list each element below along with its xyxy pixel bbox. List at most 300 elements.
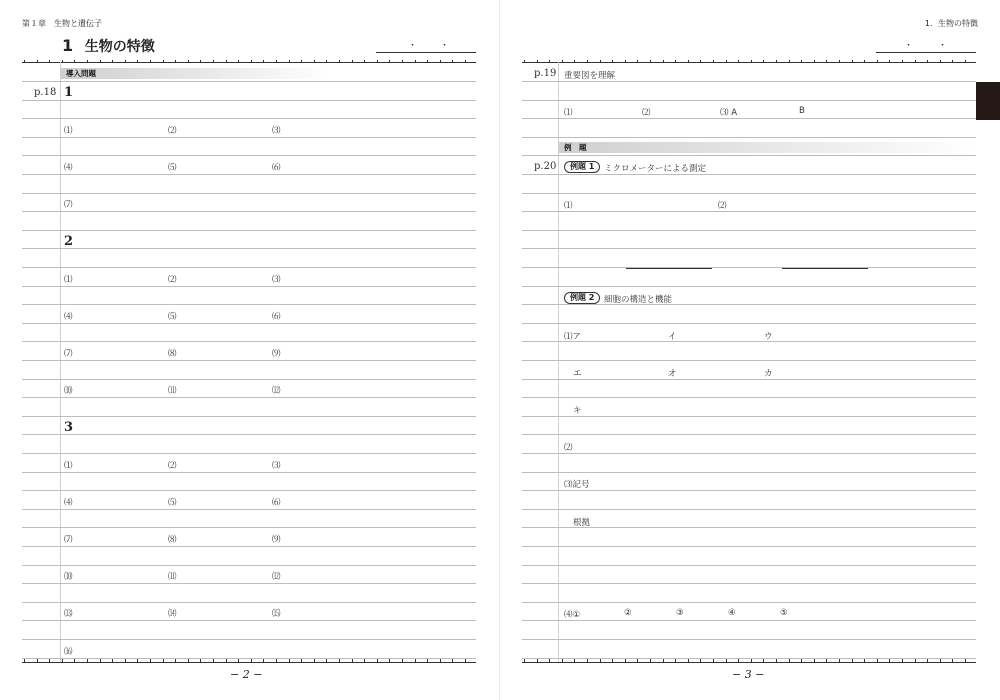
answer-item[interactable]: ⑵ (168, 461, 177, 471)
page-number: − 2 − (230, 668, 263, 681)
ruled-line (522, 397, 976, 398)
ruler-tick (377, 659, 378, 662)
ruler-tick (339, 60, 340, 63)
ruled-line (22, 620, 476, 621)
margin-line (60, 62, 61, 662)
ruler-tick (814, 659, 815, 662)
answer-item[interactable]: ⑴ (64, 275, 73, 285)
ruler-tick (263, 659, 264, 662)
ruler-tick (877, 60, 878, 63)
ruled-line (522, 472, 976, 473)
ruler-tick (276, 60, 277, 63)
ruled-line (522, 620, 976, 621)
answer-item[interactable]: ⑵ (718, 201, 727, 211)
ruled-line (22, 286, 476, 287)
ruler-tick (713, 60, 714, 63)
ruler-tick (524, 659, 525, 662)
top-rule (22, 62, 476, 63)
ruled-line (22, 211, 476, 212)
answer-item[interactable]: ② (624, 608, 632, 618)
ruled-line (522, 230, 976, 231)
ruler-tick (314, 60, 315, 63)
ruler-tick (415, 659, 416, 662)
ruler-tick (87, 60, 88, 63)
ruler-tick (452, 659, 453, 662)
ruler-tick (574, 659, 575, 662)
answer-item[interactable]: 根拠 (573, 518, 591, 528)
ruler-tick (188, 659, 189, 662)
ruler-tick (965, 659, 966, 662)
answer-item[interactable]: ⒁ (168, 609, 177, 619)
answer-item[interactable]: ⒀ (64, 609, 73, 619)
ruler-tick (915, 60, 916, 63)
ruled-line (22, 490, 476, 491)
ruler-tick (625, 659, 626, 662)
answer-item[interactable]: ⑿ (272, 572, 281, 582)
ruler-tick (726, 60, 727, 63)
ruled-line (22, 453, 476, 454)
answer-item[interactable]: ⒂ (272, 609, 281, 619)
page-ref: p.19 (534, 68, 557, 79)
ruler-tick (877, 659, 878, 662)
answer-item[interactable]: ⑿ (272, 386, 281, 396)
ruler-tick (377, 60, 378, 63)
name-field-dot: ・ (904, 41, 914, 51)
answer-item[interactable]: ⑾ (168, 572, 177, 582)
ruler-tick (150, 60, 151, 63)
ruler-tick (112, 659, 113, 662)
ruled-line (522, 639, 976, 640)
ruler-tick (276, 659, 277, 662)
ruler-tick (24, 60, 25, 63)
ruled-line (22, 193, 476, 194)
ruler-tick (663, 60, 664, 63)
ruler-tick (562, 659, 563, 662)
section-number: 1 (62, 36, 74, 55)
ruled-line (522, 174, 976, 175)
ruler-tick (465, 60, 466, 63)
bottom-rule (522, 662, 976, 663)
answer-item[interactable]: ⑵ (168, 275, 177, 285)
ruled-line (522, 658, 976, 659)
answer-item[interactable]: ⑶ (272, 275, 281, 285)
ruler-tick (612, 60, 613, 63)
answer-item[interactable]: ⑺ (64, 349, 73, 359)
section-header: 1．生物の特徴 (924, 19, 978, 28)
diagram-item[interactable]: ⑶ A (720, 108, 738, 118)
ruled-line (522, 155, 976, 156)
ruler-tick (251, 659, 252, 662)
ruler-tick (251, 60, 252, 63)
ruler-tick (37, 659, 38, 662)
name-field-dot: ・ (440, 41, 450, 51)
ruler-tick (927, 60, 928, 63)
ruler-tick (289, 60, 290, 63)
ruler-tick (600, 60, 601, 63)
answer-item[interactable]: ⑴ア (564, 332, 582, 342)
example2-label: 例題 2 (564, 292, 600, 304)
ruler-tick (952, 60, 953, 63)
ruled-line (22, 304, 476, 305)
answer-item[interactable]: エ (573, 369, 582, 379)
ruled-line (22, 434, 476, 435)
ruler-tick (37, 60, 38, 63)
ruler-tick (789, 60, 790, 63)
answer-item[interactable]: ⑷ (64, 498, 73, 508)
answer-item[interactable]: ⑸ (168, 163, 177, 173)
name-field-line[interactable] (376, 52, 476, 53)
section-title: 生物の特徴 (84, 39, 155, 55)
answer-item[interactable]: キ (573, 406, 582, 416)
name-field-dot: ・ (938, 41, 948, 51)
ruled-line (22, 100, 476, 101)
answer-item[interactable]: ⑶ (272, 461, 281, 471)
ruler-tick (301, 659, 302, 662)
ruled-line (22, 639, 476, 640)
ruler-tick (100, 659, 101, 662)
ruler-tick (440, 60, 441, 63)
ruler-tick (713, 659, 714, 662)
ruled-line (522, 137, 976, 138)
answer-item[interactable]: ⑺ (64, 200, 73, 210)
ruled-line (522, 434, 976, 435)
ruler-tick (776, 659, 777, 662)
ruler-tick (125, 60, 126, 63)
understand-label: 重要図を理解 (564, 71, 616, 81)
ruler-tick (600, 659, 601, 662)
ruler-tick (352, 60, 353, 63)
ruler-tick (562, 60, 563, 63)
ruler-tick (751, 659, 752, 662)
ruler-tick (74, 659, 75, 662)
ruler-tick (238, 60, 239, 63)
intro-band (60, 68, 330, 79)
page-number: − 3 − (732, 668, 765, 681)
ruled-line (522, 267, 976, 268)
ruler-tick (902, 60, 903, 63)
ruled-line (522, 341, 976, 342)
ruler-tick (465, 659, 466, 662)
ruler-tick (62, 659, 63, 662)
ruler-tick (163, 60, 164, 63)
ruler-tick (751, 60, 752, 63)
ruler-tick (587, 60, 588, 63)
ruler-tick (965, 60, 966, 63)
ruled-line (22, 360, 476, 361)
ruled-line (22, 472, 476, 473)
answer-item[interactable]: ⑴ (64, 461, 73, 471)
ruler-tick (62, 60, 63, 63)
ruler-tick (175, 60, 176, 63)
ruler-tick (326, 60, 327, 63)
problem-number: 1 (64, 85, 74, 100)
answer-item[interactable]: イ (668, 332, 677, 342)
answer-underline[interactable] (626, 268, 712, 269)
ruler-tick (213, 60, 214, 63)
ruler-tick (650, 60, 651, 63)
ruled-line (22, 397, 476, 398)
ruled-line (22, 118, 476, 119)
ruler-tick (125, 659, 126, 662)
page-ref: p.18 (34, 87, 57, 98)
ruler-tick (263, 60, 264, 63)
answer-item[interactable]: ⑾ (168, 386, 177, 396)
ruler-tick (326, 659, 327, 662)
chapter-header: 第１章 生物と遺伝子 (22, 19, 102, 28)
ruled-line (522, 81, 976, 82)
example1-label: 例題 1 (564, 161, 600, 173)
answer-item[interactable]: ⒃ (64, 647, 73, 657)
name-field-dot: ・ (408, 41, 418, 51)
ruler-tick (213, 659, 214, 662)
ruler-tick (612, 659, 613, 662)
answer-item[interactable]: ⑴ (564, 201, 573, 211)
answer-item[interactable]: ⑼ (272, 535, 281, 545)
diagram-item[interactable]: ⑵ (642, 108, 651, 118)
ruler-tick (625, 60, 626, 63)
ruled-line (22, 174, 476, 175)
answer-item[interactable]: ⑽ (64, 386, 73, 396)
ruler-tick (889, 659, 890, 662)
ruled-line (522, 286, 976, 287)
ruler-tick (675, 60, 676, 63)
ruler-tick (852, 659, 853, 662)
ruled-line (522, 546, 976, 547)
ruled-line (22, 546, 476, 547)
diagram-item[interactable]: B (799, 106, 805, 116)
ruler-tick (763, 659, 764, 662)
page-ref: p.20 (534, 161, 557, 172)
ruled-line (22, 565, 476, 566)
example2-title: 細胞の構造と機能 (604, 295, 673, 305)
ruler-tick (112, 60, 113, 63)
top-rule (522, 62, 976, 63)
ruler-tick (100, 60, 101, 63)
answer-item[interactable]: ⑵ (564, 443, 573, 453)
ruler-tick (389, 60, 390, 63)
ruled-line (22, 341, 476, 342)
ruler-tick (789, 659, 790, 662)
answer-item[interactable]: ウ (764, 332, 773, 342)
answer-item[interactable]: ⑼ (272, 349, 281, 359)
answer-underline[interactable] (782, 268, 868, 269)
ruled-line (22, 155, 476, 156)
ruler-tick (440, 659, 441, 662)
answer-item[interactable]: ⑹ (272, 163, 281, 173)
ruler-tick (864, 60, 865, 63)
answer-item[interactable]: ⑶ (272, 126, 281, 136)
name-field-line[interactable] (876, 52, 976, 53)
ruler-tick (826, 60, 827, 63)
ruler-tick (738, 659, 739, 662)
ruler-tick (801, 659, 802, 662)
answer-item[interactable]: ⑷ (64, 163, 73, 173)
problem-number: 3 (64, 420, 74, 435)
problem-number: 2 (64, 234, 74, 249)
ruled-line (22, 527, 476, 528)
answer-item[interactable]: ⑻ (168, 535, 177, 545)
ruled-line (522, 416, 976, 417)
ruler-tick (339, 659, 340, 662)
ruled-line (22, 248, 476, 249)
ruler-tick (427, 60, 428, 63)
ruler-tick (574, 60, 575, 63)
ruler-tick (675, 659, 676, 662)
ruler-tick (587, 659, 588, 662)
ruler-tick (650, 659, 651, 662)
ruler-tick (24, 659, 25, 662)
answer-item[interactable]: ⑷ (64, 312, 73, 322)
answer-item[interactable]: ⑹ (272, 312, 281, 322)
ruler-tick (74, 60, 75, 63)
ruler-tick (763, 60, 764, 63)
ruled-line (22, 379, 476, 380)
ruler-tick (49, 60, 50, 63)
ruled-line (22, 230, 476, 231)
ruler-tick (452, 60, 453, 63)
answer-item[interactable]: ⑺ (64, 535, 73, 545)
ruler-tick (226, 60, 227, 63)
ruler-tick (524, 60, 525, 63)
ruler-tick (700, 659, 701, 662)
ruler-tick (150, 659, 151, 662)
ruled-line (22, 509, 476, 510)
ruler-tick (301, 60, 302, 63)
ruler-tick (700, 60, 701, 63)
ruler-tick (364, 60, 365, 63)
ruler-tick (852, 60, 853, 63)
answer-item[interactable]: ⑤ (780, 608, 788, 618)
ruler-tick (801, 60, 802, 63)
ruler-tick (87, 659, 88, 662)
answer-item[interactable]: ⑵ (168, 126, 177, 136)
ruler-tick (839, 60, 840, 63)
ruled-line (522, 304, 976, 305)
chapter-thumb-tab (976, 82, 1000, 120)
ruler-tick (952, 659, 953, 662)
intro-label: 導入問題 (66, 69, 96, 78)
ruler-tick (137, 659, 138, 662)
right-page (500, 0, 1000, 700)
ruled-line (22, 416, 476, 417)
ruler-tick (402, 659, 403, 662)
ruler-tick (549, 60, 550, 63)
ruler-tick (427, 659, 428, 662)
ruler-tick (226, 659, 227, 662)
ruler-tick (915, 659, 916, 662)
ruled-line (522, 453, 976, 454)
ruler-tick (49, 659, 50, 662)
ruler-tick (289, 659, 290, 662)
ruler-tick (537, 659, 538, 662)
ruler-tick (352, 659, 353, 662)
ruler-tick (364, 659, 365, 662)
ruler-tick (314, 659, 315, 662)
answer-item[interactable]: ⑴ (64, 126, 73, 136)
ruler-tick (175, 659, 176, 662)
ruler-tick (137, 60, 138, 63)
ruler-tick (402, 60, 403, 63)
answer-item[interactable]: ④ (728, 608, 736, 618)
ruled-line (522, 379, 976, 380)
ruled-line (522, 565, 976, 566)
example-band (558, 142, 978, 153)
answer-item[interactable]: カ (764, 369, 773, 379)
ruled-line (22, 267, 476, 268)
ruled-line (522, 509, 976, 510)
answer-item[interactable]: ⑽ (64, 572, 73, 582)
ruled-line (522, 100, 976, 101)
ruled-line (522, 211, 976, 212)
ruler-tick (826, 659, 827, 662)
ruled-line (522, 248, 976, 249)
answer-item[interactable]: ⑸ (168, 312, 177, 322)
ruler-tick (200, 659, 201, 662)
answer-item[interactable]: オ (668, 369, 677, 379)
ruler-tick (537, 60, 538, 63)
ruler-tick (663, 659, 664, 662)
ruler-tick (839, 659, 840, 662)
ruler-tick (688, 659, 689, 662)
ruler-tick (726, 659, 727, 662)
ruler-tick (415, 60, 416, 63)
ruler-tick (889, 60, 890, 63)
ruled-line (522, 583, 976, 584)
ruler-tick (927, 659, 928, 662)
ruler-tick (738, 60, 739, 63)
ruled-line (522, 602, 976, 603)
answer-item[interactable]: ⑻ (168, 349, 177, 359)
answer-item[interactable]: ⑷① (564, 610, 581, 620)
answer-item[interactable]: ⑶記号 (564, 480, 590, 490)
ruled-line (522, 193, 976, 194)
ruled-line (522, 490, 976, 491)
diagram-item[interactable]: ⑴ (564, 108, 573, 118)
answer-item[interactable]: ③ (676, 608, 684, 618)
ruler-tick (200, 60, 201, 63)
ruled-line (22, 81, 476, 82)
ruled-line (22, 658, 476, 659)
ruler-tick (776, 60, 777, 63)
ruled-line (22, 583, 476, 584)
ruled-line (522, 527, 976, 528)
ruler-tick (940, 60, 941, 63)
ruled-line (522, 360, 976, 361)
answer-item[interactable]: ⑸ (168, 498, 177, 508)
ruled-line (522, 323, 976, 324)
ruler-tick (637, 659, 638, 662)
ruled-line (22, 323, 476, 324)
bottom-rule (22, 662, 476, 663)
ruler-tick (637, 60, 638, 63)
ruler-tick (549, 659, 550, 662)
section-heading (62, 36, 155, 56)
ruler-tick (902, 659, 903, 662)
ruler-tick (188, 60, 189, 63)
ruler-tick (163, 659, 164, 662)
ruler-tick (940, 659, 941, 662)
ruler-tick (389, 659, 390, 662)
example1-title: ミクロメーターによる測定 (604, 164, 707, 174)
ruled-line (22, 602, 476, 603)
ruled-line (22, 137, 476, 138)
ruler-tick (688, 60, 689, 63)
ruler-tick (238, 659, 239, 662)
ruler-tick (814, 60, 815, 63)
answer-item[interactable]: ⑹ (272, 498, 281, 508)
ruled-line (522, 118, 976, 119)
example-band-label: 例 題 (564, 143, 587, 152)
